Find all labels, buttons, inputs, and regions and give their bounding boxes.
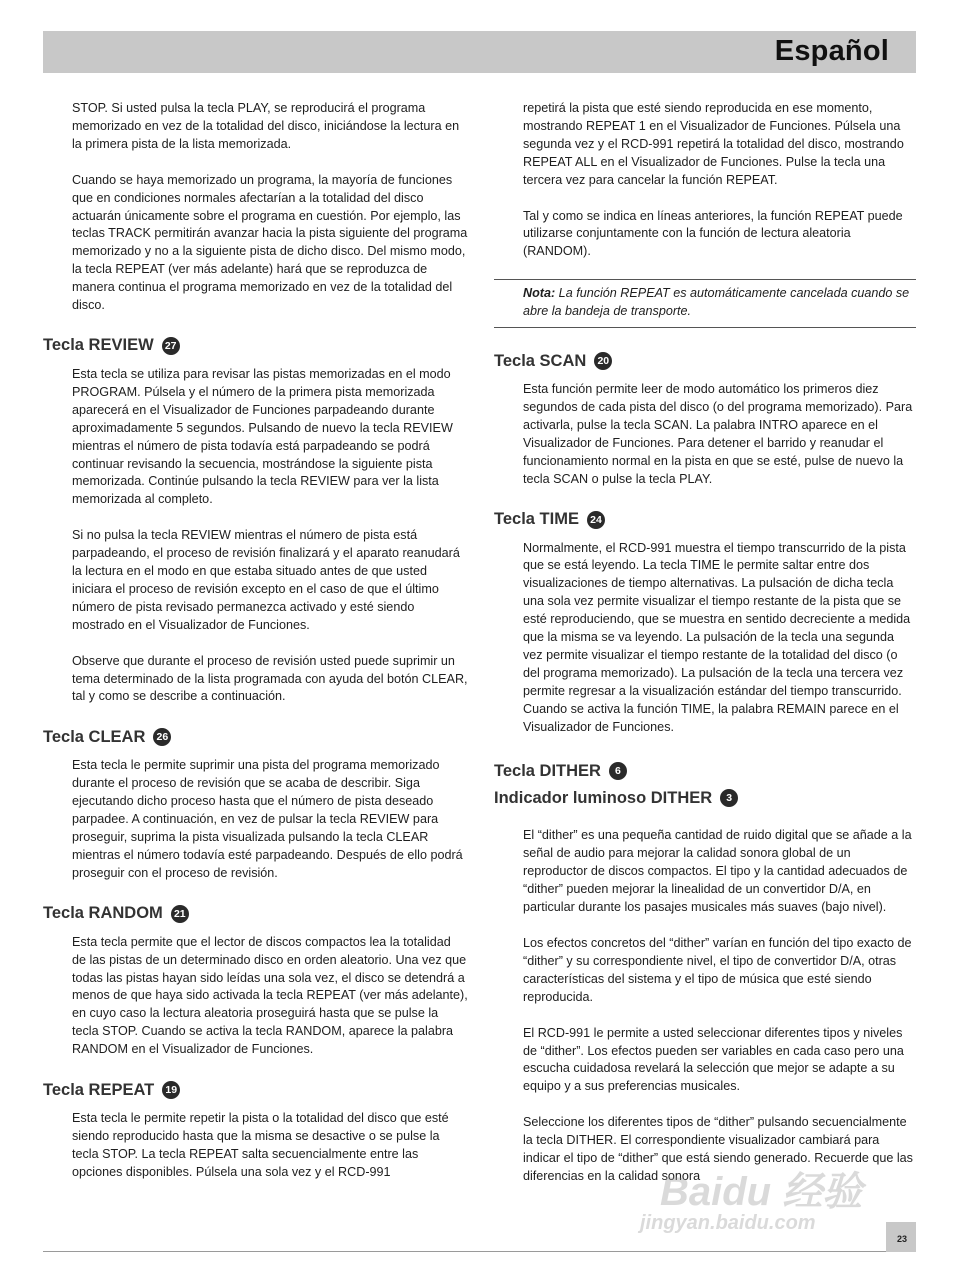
reference-number-badge: 19 [162,1081,180,1099]
page-number: 23 [896,1234,907,1244]
paragraph: Observe que durante el proceso de revisión usted puede suprimir un tema determinado de la lista programada con ayuda del botón CLEAR, tal y como se describe a continuación. [72,653,468,704]
paragraph: Normalmente, el RCD-991 muestra el tiempo transcurrido de la pista que se está leyendo. La tecla TIME le permite saltar entre dos visualizaciones de tiempo alternativas. La pulsación de dicha tecla una sola vez permite visualizar el tiempo restante de la pista que se esté reproduciendo, que se muestra en sentido decreciente a medida que la misma se va leyendo. La pulsación de la tecla una segunda vez permite visualizar el tiempo restante de la totalidad del disco (o del programa memorizado). La pulsación de la tecla una tercera vez permite regresar a la visualización estándar del tiempo transcurrido. Cuando se activa la función TIME, la palabra REMAIN parece en el Visualizador de Funciones. [523,540,911,734]
paragraph: Esta tecla le permite suprimir una pista del programa memorizado durante el proceso de revisión que se acaba de describir. Siga ejecutando dicho proceso hasta que el número de pista deseado parpadee. A continuación, en vez de pulsar la tecla REVIEW para proseguir, suprima la pista visualizada pulsando la tecla CLEAR mientras el número todavía esté parpadeando. Después de ello podrá proseguir con el proceso de revisión. [72,758,463,880]
section-title: Tecla REVIEW [43,336,154,355]
paragraph: STOP. Si usted pulsa la tecla PLAY, se reproducirá el programa memorizado en vez de la totalidad del disco, iniciándose la lectura en la primera pista de la lista memorizada. [72,101,460,151]
reference-number-badge: 26 [153,728,171,746]
left-column [43,100,468,1200]
paragraph: Seleccione los diferentes tipos de “dither” pulsando secuencialmente la tecla DITHER. El correspondiente visualizador cambiará para indicar el tipo de “dither” que está siendo generado. Recuerde que las diferencias en la calidad sonora [523,1115,913,1183]
header-bar [43,31,916,73]
right-column [494,100,916,1204]
section-heading-scan [494,350,916,372]
section-title: Tecla REPEAT [43,1080,155,1099]
footer-rule [43,1251,916,1252]
paragraph: El “dither” es una pequeña cantidad de ruido digital que se añade a la señal de audio para mejorar la calidad sonora global de un reproductor de discos compactos. El tipo y la cantidad adecuados de “dither” pueden mejorar la linealidad de un convertidor D/A, en particular durante los pasajes musicales más suaves (bajo nivel). [523,828,912,915]
reference-number-badge: 6 [609,762,627,780]
section-title: Tecla RANDOM [43,904,163,923]
paragraph: Los efectos concretos del “dither” varían en función del tipo exacto de “dither” y su correspondiente nivel, el tipo de convertidor D/A, otras características del sistema y el tipo de música que esté siendo reproducida. [523,936,912,1004]
note-box [494,279,916,328]
section-title: Indicador luminoso DITHER [494,788,713,807]
section-heading-repeat [43,1079,468,1101]
section-title: Tecla CLEAR [43,727,146,746]
reference-number-badge: 27 [162,337,180,355]
paragraph: Tal y como se indica en líneas anteriores, la función REPEAT puede utilizarse conjuntamente con la función de lectura aleatoria (RANDOM). [523,208,903,259]
watermark-logo: Baidu 经验 [660,1170,863,1214]
paragraph: repetirá la pista que esté siendo reproducida en ese momento, mostrando REPEAT 1 en el Visualizador de Funciones. Púlsela una segunda vez y el RCD-991 repetirá la totalidad del disco, mostrando REPEAT ALL en el Visualizador de Funciones. Pulse la tecla una tercera vez para cancelar la función REPEAT. [523,101,904,187]
page-language-title: Español [774,35,889,67]
paragraph: Esta tecla le permite repetir la pista o la totalidad del disco que esté siendo reproducido hasta que la misma se desactive o se pulse la tecla STOP. La tecla REPEAT salta secuencialmente entre las opciones disponibles. Púlsela una sola vez y el RCD-991 [72,1111,449,1179]
paragraph: Si no pulsa la tecla REVIEW mientras el número de pista está parpadeando, el proceso de revisión finalizará y el aparato reanudará la lectura en el modo en que estaba situado antes de que usted iniciara el proceso de revisión excepto en el caso de que el último número de pista revisado permanezca activado y esté siendo mostrado en el Visualizador de Funciones. [72,528,460,632]
note-text: La función REPEAT es automáticamente cancelada cuando se abre la bandeja de transporte. [523,286,910,319]
paragraph: Esta tecla permite que el lector de discos compactos lea la totalidad de las pistas de un determinado disco en orden aleatorio. Una vez que todas las pistas hayan sido leídas una sola vez, el disco se detendrá a menos de que haya sido activada la tecla REPEAT (ver más adelante), en cuyo caso la lectura aleatoria proseguirá hasta que se pulse la tecla STOP. Cuando se activa la tecla RANDOM, aparece la palabra RANDOM en el Visualizador de Funciones. [72,934,468,1057]
section-heading-time [494,509,916,531]
paragraph: El RCD-991 le permite a usted seleccionar diferentes tipos y niveles de “dither”. Los efectos pueden ser variables en cada caso pero una escucha cuidadosa revelará la selección que mejor se adapte a su equipo y a sus preferencias musicales. [523,1025,904,1094]
reference-number-badge: 21 [171,905,189,923]
watermark-url: jingyan.baidu.com [640,1212,816,1234]
reference-number-badge: 24 [587,511,605,529]
paragraph: Esta función permite leer de modo automático los primeros diez segundos de cada pista del disco (o del programa memorizado). Para activarla, pulse la tecla SCAN. La palabra INTRO aparece en el Visualizador de Funciones. Para detener el barrido y reanudar el funcionamiento normal en la pista en que se esté, pulse de nuevo la tecla SCAN o pulse la tecla PLAY. [523,382,913,486]
section-heading-clear [43,726,468,748]
section-title: Tecla TIME [494,510,579,528]
reference-number-badge: 20 [594,352,612,370]
section-title: Tecla DITHER [494,761,601,780]
paragraph: Esta tecla se utiliza para revisar las pistas memorizadas en el modo PROGRAM. Púlsela y el número de la primera pista memorizada aparecerá en el Visualizador de Funciones parpadeando durante aproximadamente 5 segundos. Pulsando de nuevo la tecla REVIEW mientras el número de pista todavía está parpadeando se podrá continuar revisando la secuencia, mostrándose la siguiente pista memorizada. Continúe pulsando la tecla REVIEW para ver la lista memorizada al completo. [72,366,453,507]
section-heading-review [43,335,468,357]
page-number-box [886,1222,916,1252]
section-title: Tecla SCAN [494,351,587,370]
note-label: Nota: [523,286,556,301]
watermark [640,1160,910,1240]
reference-number-badge: 3 [720,789,738,807]
section-heading-dither [494,760,916,782]
section-heading-random [43,903,468,925]
section-heading-dither-indicator [494,787,916,809]
paragraph: Cuando se haya memorizado un programa, la mayoría de funciones que en condiciones normales afectarían a la totalidad del disco actuarán únicamente sobre el programa en cuestión. Por ejemplo, las teclas TRACK permitirán avanzar hacia la pista siguiente del programa memorizado y no a la siguiente pista de dicho disco. Del mismo modo, la tecla REPEAT (ver más adelante) hará que se reproduzca de manera continua el programa memorizado en vez de la totalidad del disco. [72,172,468,313]
